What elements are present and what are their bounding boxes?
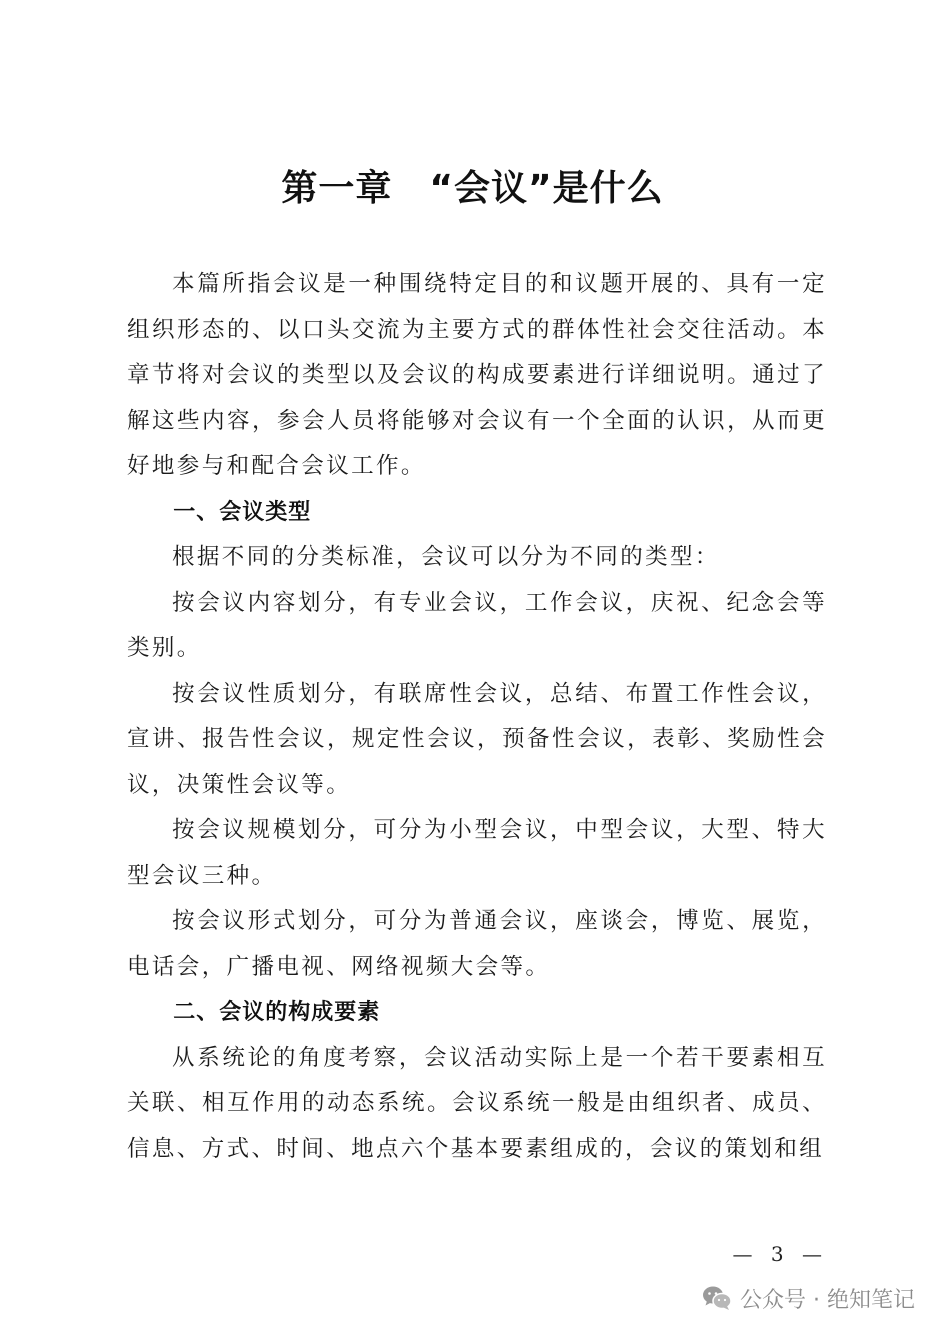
paragraph-by-scale: 按会议规模划分，可分为小型会议，中型会议，大型、特大型会议三种。 [127, 817, 827, 889]
body-text [127, 262, 827, 1172]
paragraph-classification-intro: 根据不同的分类标准，会议可以分为不同的类型： [172, 544, 720, 570]
watermark-text: 公众号 · 绝知笔记 [740, 1287, 915, 1313]
chapter-title: 第一章 “会议”是什么 [281, 168, 664, 209]
watermark [702, 1282, 915, 1314]
wechat-icon [702, 1285, 732, 1311]
section-heading-meeting-elements: 二、会议的构成要素 [173, 1000, 381, 1025]
paragraph-by-content: 按会议内容划分，有专业会议，工作会议，庆祝、纪念会等类别。 [127, 589, 827, 661]
page-number: — 3 — [732, 1242, 828, 1266]
section-heading-meeting-types: 一、会议类型 [173, 499, 312, 525]
paragraph-by-nature: 按会议性质划分，有联席性会议，总结、布置工作性会议，宣讲、报告性会议，规定性会议，预备性会议，表彰、奖励性会议，决策性会议等。 [127, 680, 827, 798]
paragraph-by-form: 按会议形式划分，可分为普通会议，座谈会，博览、展览，电话会，广播电视、网络视频大会等。 [127, 908, 827, 980]
paragraph-elements: 从系统论的角度考察，会议活动实际上是一个若干要素相互关联、相互作用的动态系统。会议系统一般是由组织者、成员、信息、方式、时间、地点六个基本要素组成的，会议的策划和组 [127, 1044, 827, 1162]
paragraph-intro: 本篇所指会议是一种围绕特定目的和议题开展的、具有一定组织形态的、以口头交流为主要方式的群体性社会交往活动。本章节将对会议的类型以及会议的构成要素进行详细说明。通过了解这些内容，参会人员将能够对会议有一个全面的认识，从而更好地参与和配合会议工作。 [127, 271, 827, 479]
